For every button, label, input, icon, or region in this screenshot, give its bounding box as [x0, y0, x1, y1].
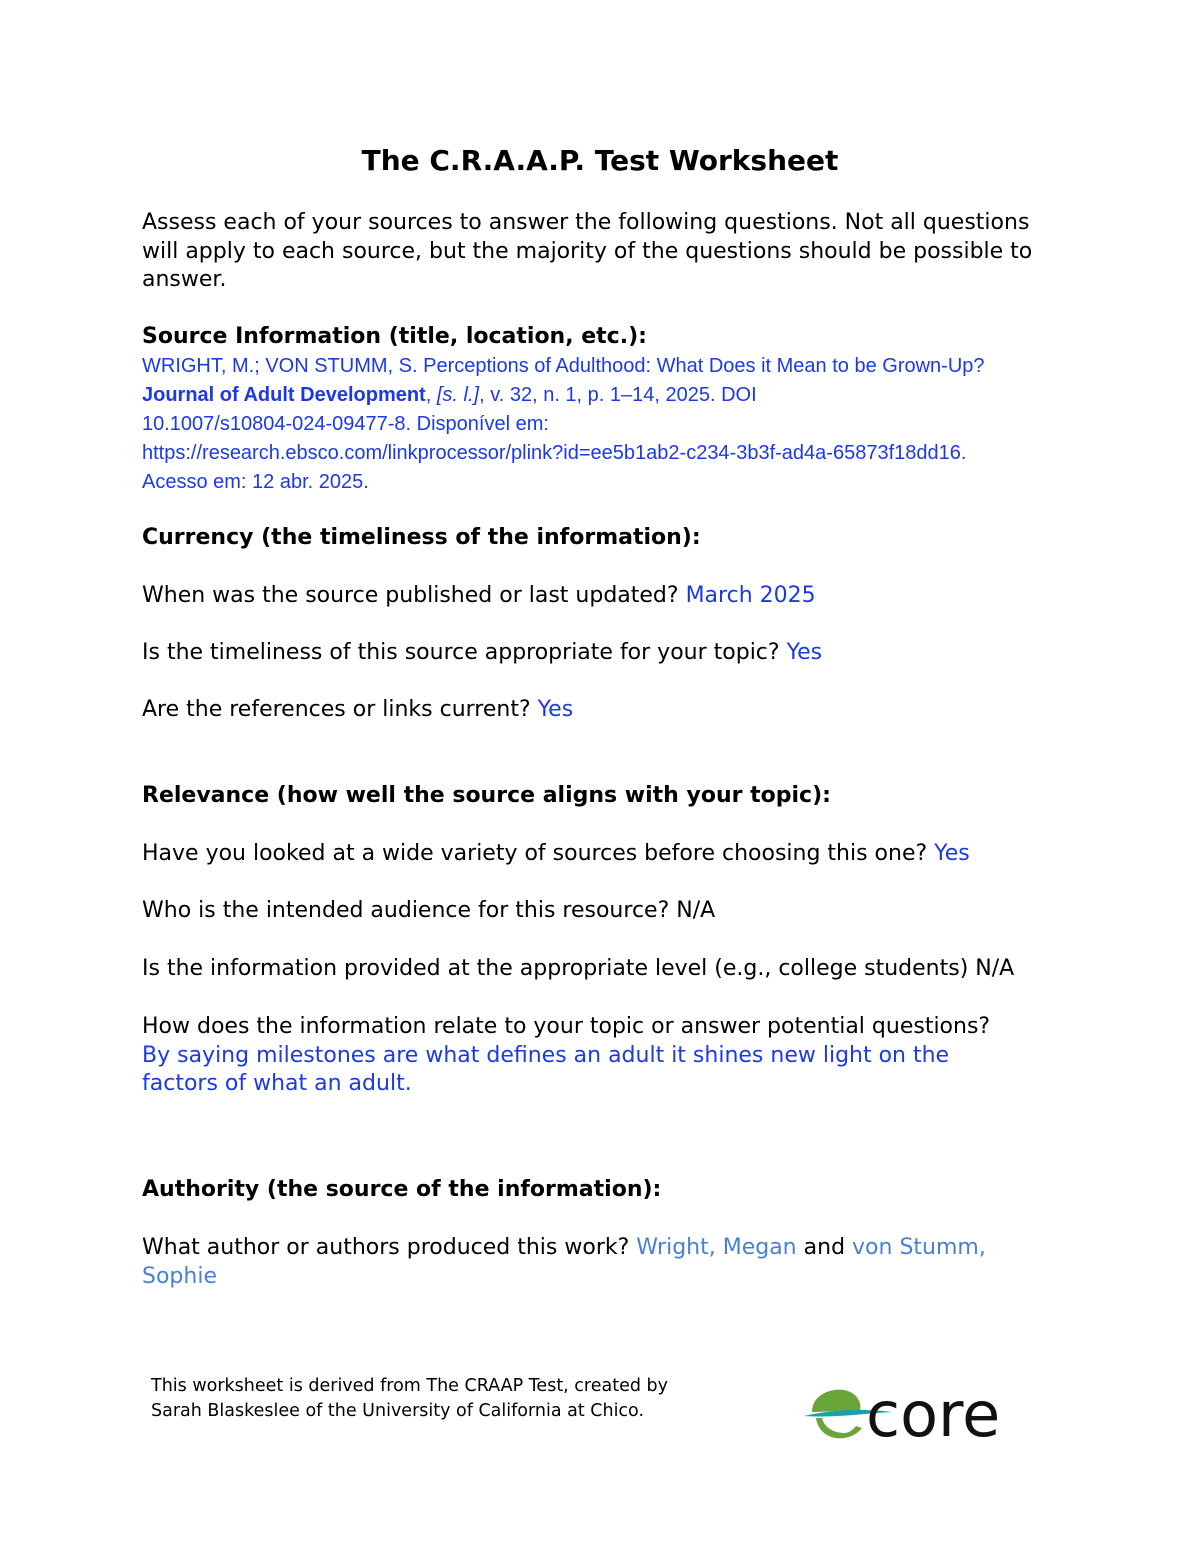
citation-line-3: 10.1007/s10804-024-09477-8. Disponível em:: [142, 413, 549, 435]
relevance-answer-4-line-1: By saying milestones are what defines an adult it shines new light on the: [142, 1042, 950, 1068]
footer-line-1: This worksheet is derived from The CRAAP Test, created by: [151, 1376, 668, 1396]
citation-line-5: Acesso em: 12 abr. 2025.: [142, 471, 369, 493]
relevance-answer-3: N/A: [975, 956, 1015, 981]
source-info-heading: Source Information (title, location, etc.):: [142, 324, 647, 349]
currency-question-3: [142, 696, 1102, 725]
ecore-logo: [800, 1376, 1050, 1446]
relevance-q1-text: Have you looked at a wide variety of sources before choosing this one?: [142, 841, 928, 866]
citation-separator: ,: [425, 384, 437, 406]
relevance-question-4: [142, 1013, 1102, 1099]
citation-line-2: [142, 381, 1102, 410]
currency-q2-text: Is the timeliness of this source appropriate for your topic?: [142, 640, 780, 665]
relevance-q2-text: Who is the intended audience for this resource?: [142, 898, 670, 923]
currency-q1-text: When was the source published or last updated?: [142, 583, 679, 608]
authority-author-2: von Stumm,: [852, 1235, 986, 1260]
footer-line-2: Sarah Blaskeslee of the University of California at Chico.: [151, 1401, 645, 1421]
currency-q3-text: Are the references or links current?: [142, 697, 531, 722]
currency-question-2: [142, 639, 1102, 668]
currency-answer-3: Yes: [537, 697, 574, 722]
relevance-q4-text: How does the information relate to your topic or answer potential questions?: [142, 1014, 991, 1039]
relevance-answer-2: N/A: [676, 898, 716, 923]
authority-author-2-cont: Sophie: [142, 1263, 217, 1289]
authority-question-1: [142, 1234, 1102, 1291]
relevance-question-3: [142, 955, 1102, 984]
authority-heading: Authority (the source of the information):: [142, 1177, 662, 1202]
authority-and: and: [803, 1235, 846, 1260]
logo-text: core: [866, 1378, 1001, 1446]
currency-answer-2: Yes: [786, 640, 823, 665]
relevance-question-1: [142, 840, 1102, 869]
citation-place: [s. l.]: [436, 384, 480, 406]
ecore-logo-graphic: [800, 1376, 1050, 1446]
relevance-heading: Relevance (how well the source aligns with your topic):: [142, 783, 831, 808]
citation-volume: , v. 32, n. 1, p. 1–14, 2025. DOI: [479, 384, 757, 406]
authority-q1-text: What author or authors produced this work?: [142, 1235, 630, 1260]
intro-paragraph: Assess each of your sources to answer the following questions. Not all questions will apply to each source, but the majority of the questions should be possible to answer.: [142, 210, 1033, 292]
currency-question-1: [142, 582, 1102, 611]
currency-answer-1: March 2025: [685, 583, 816, 608]
relevance-answer-1: Yes: [934, 841, 970, 866]
relevance-question-2: [142, 897, 1102, 926]
page-title: The C.R.A.A.P. Test Worksheet: [361, 144, 839, 177]
citation-journal: Journal of Adult Development: [142, 384, 426, 406]
footer-credit: [151, 1374, 751, 1424]
relevance-answer-4-line-2: factors of what an adult.: [142, 1071, 412, 1096]
source-citation: [142, 352, 1102, 497]
authority-author-1: Wright, Megan: [636, 1235, 797, 1260]
relevance-q3-text: Is the information provided at the appropriate level (e.g., college students): [142, 956, 969, 981]
citation-link[interactable]: https://research.ebsco.com/linkprocessor/plink?id=ee5b1ab2-c234-3b3f-ad4a-65873f18dd16.: [142, 442, 967, 464]
citation-line-1: WRIGHT, M.; VON STUMM, S. Perceptions of Adulthood: What Does it Mean to be Grown-Up?: [142, 355, 985, 377]
currency-heading: Currency (the timeliness of the information):: [142, 525, 701, 550]
